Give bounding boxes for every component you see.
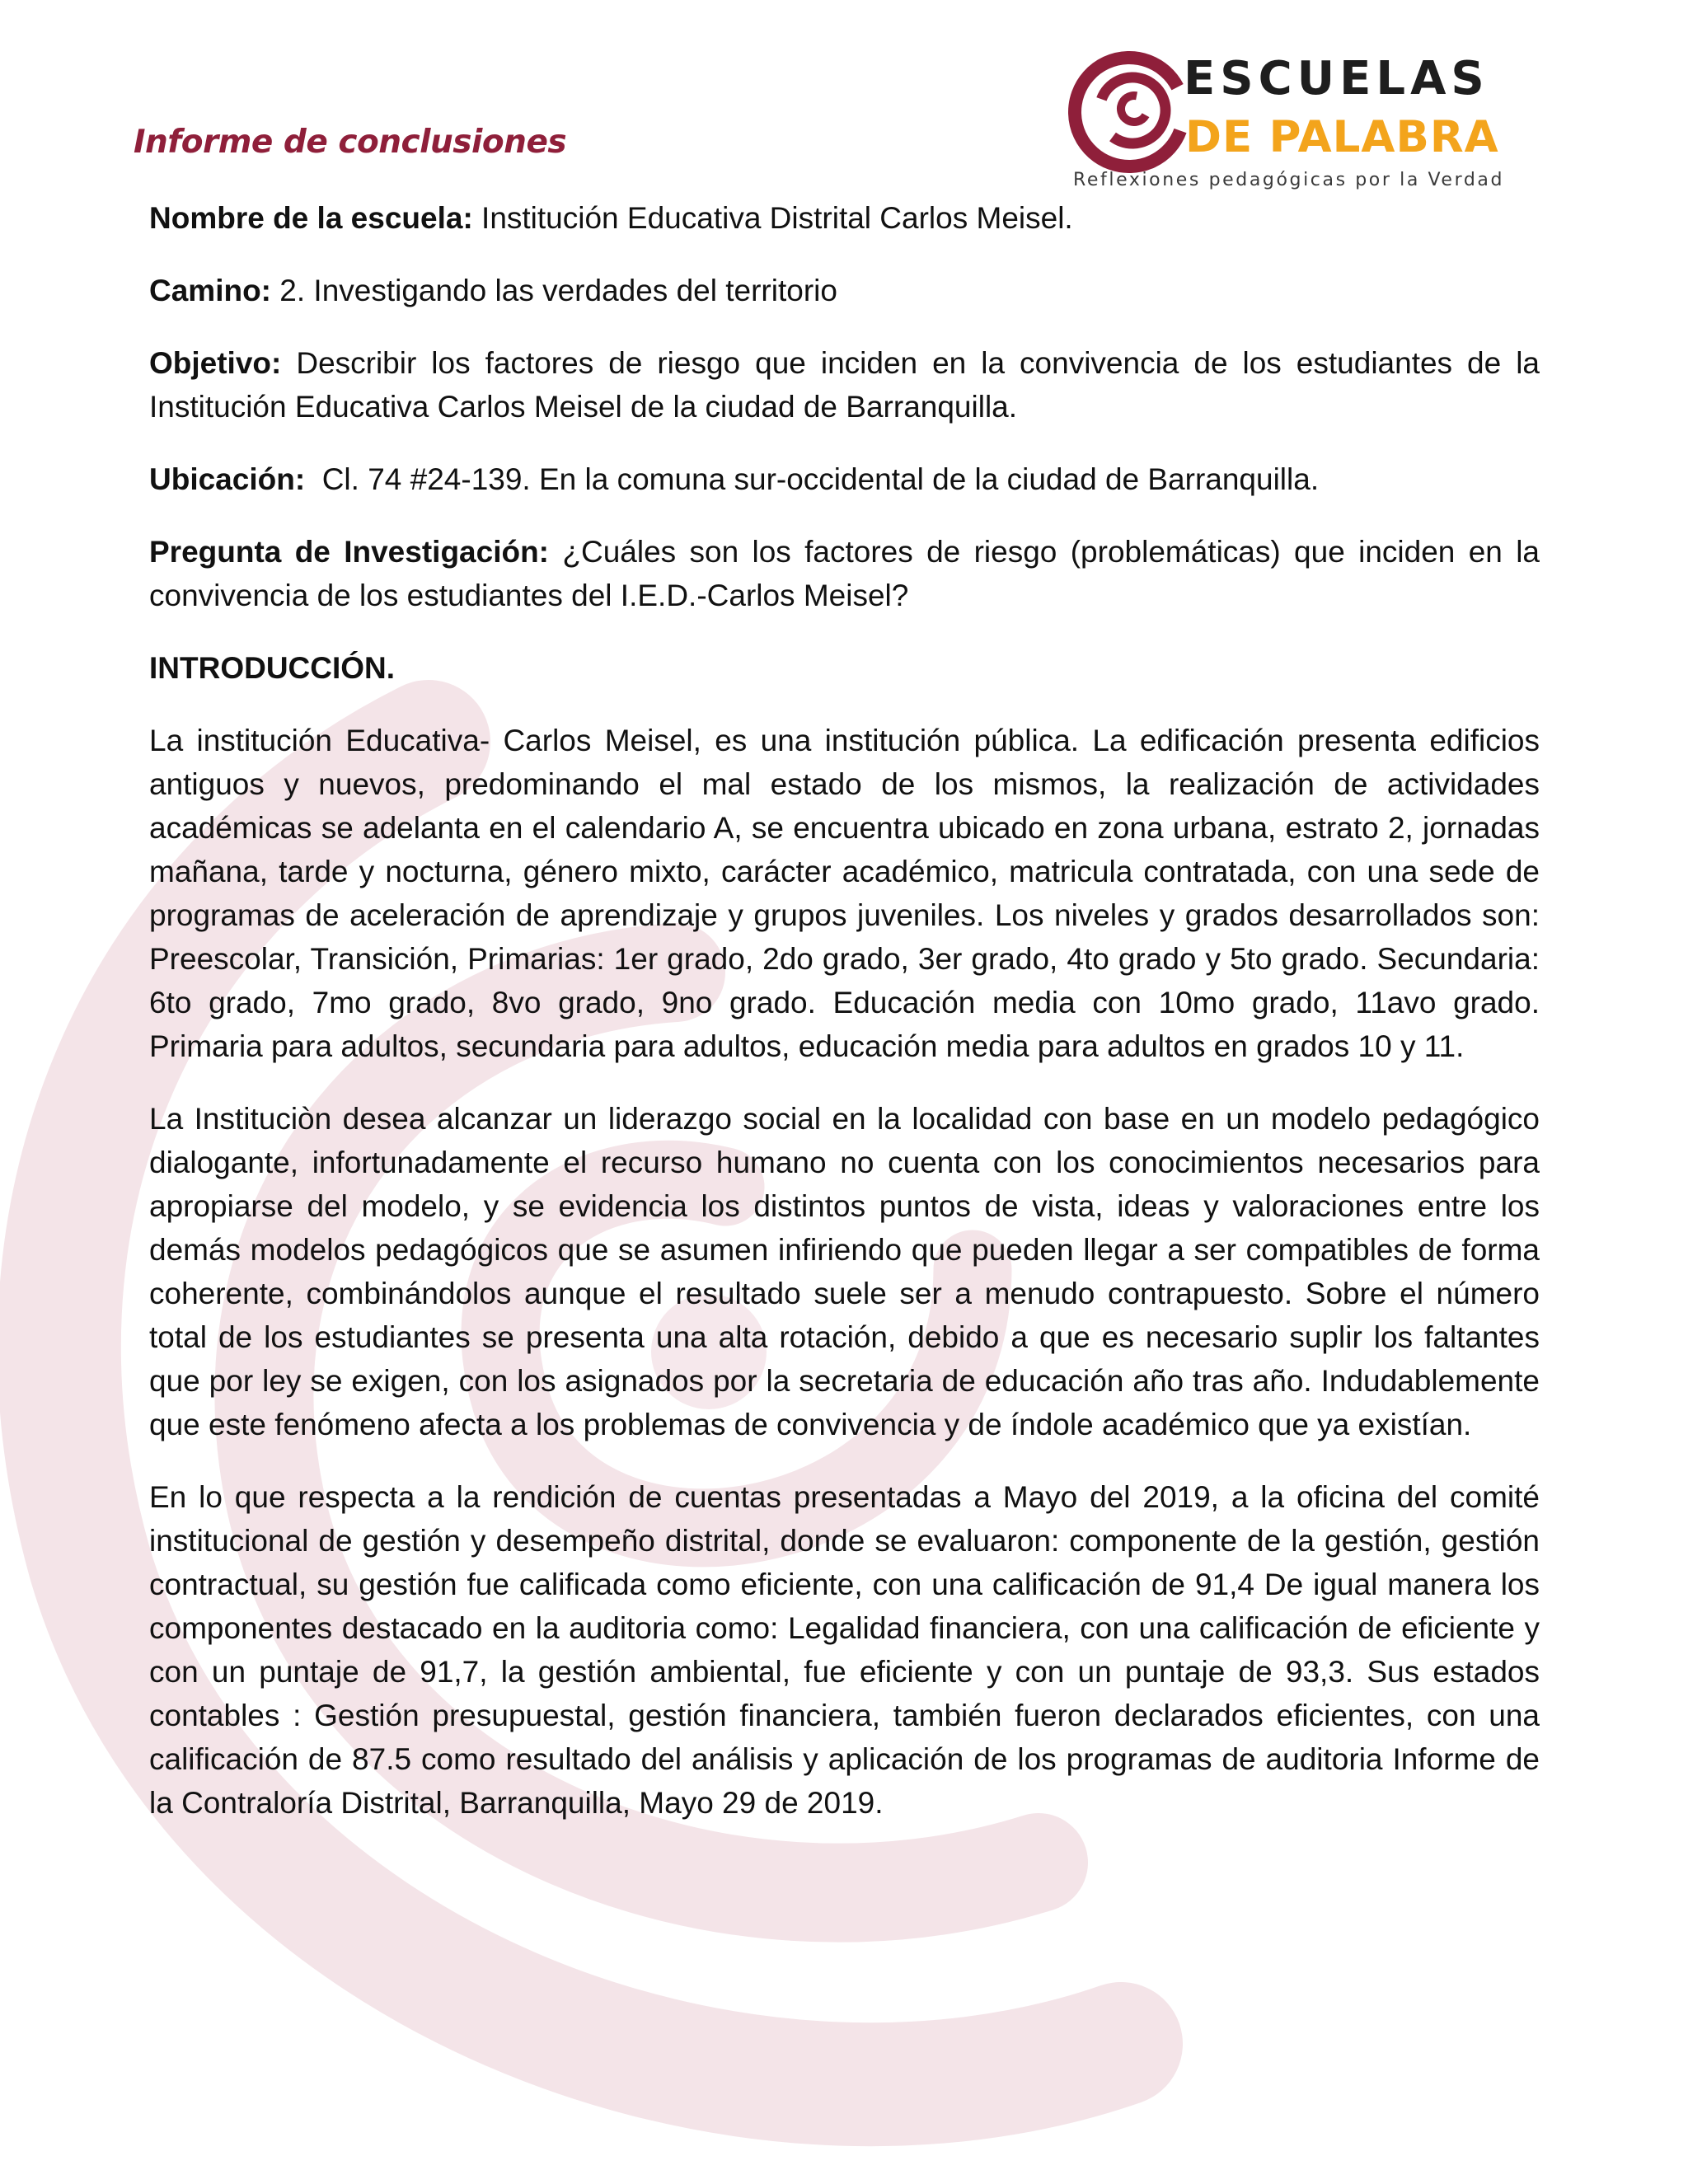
field-label: Camino:	[149, 274, 271, 307]
document-body	[149, 196, 1540, 1854]
intro-paragraph: En lo que respecta a la rendición de cuentas presentadas a Mayo del 2019, a la oficina del comité institucional de gestión y desempeño distrital, donde se evaluaron: componente de la gestión, gestión contractual, su gestión fue calificada como eficiente, con una calificación de 91,4 De igual manera los componentes destacado en la auditoria como: Legalidad financiera, con una calificación de eficiente y con un puntaje de 91,7, la gestión ambiental, fue eficiente y con un puntaje de 93,3. Sus estados contables : Gestión presupuestal, gestión financiera, también fueron declarados eficientes, con una calificación de 87.5 como resultado del análisis y aplicación de los programas de auditoria Informe de la Contraloría Distrital, Barranquilla, Mayo 29 de 2019.	[149, 1480, 1540, 1820]
report-title: Informe de conclusiones	[134, 124, 567, 161]
field-value: 2. Investigando las verdades del territorio	[279, 274, 837, 307]
field-value: Institución Educativa Distrital Carlos Meisel.	[481, 201, 1073, 235]
field-label: Pregunta de Investigación:	[149, 535, 550, 569]
logo-word-escuelas: ESCUELAS	[1184, 52, 1489, 105]
field-value: Cl. 74 #24-139. En la comuna sur-occidental de la ciudad de Barranquilla.	[321, 462, 1320, 496]
section-heading-introduction: INTRODUCCIÓN.	[149, 651, 396, 685]
field-path	[149, 269, 1540, 312]
field-value: ¿Cuáles son los factores de riesgo (problemáticas) que inciden en la convivencia de los estudiantes del I.E.D.-Carlos Meisel?	[149, 535, 1540, 612]
logo-word-de-palabra: DE PALABRA	[1185, 112, 1499, 162]
intro-paragraph: La Instituciòn desea alcanzar un liderazgo social en la localidad con base en un modelo pedagógico dialogante, infortunadamente el recurso humano no cuenta con los conocimientos necesarios para apropiarse del modelo, y se evidencia los distintos puntos de vista, ideas y valoraciones entre los demás modelos pedagógicos que se asumen infiriendo que pueden llegar a ser compatibles de forma coherente, combinándolos aunque el resultado suele ser a menudo contrapuesto. Sobre el número total de los estudiantes se presenta una alta rotación, debido a que es necesario suplir los faltantes que por ley se exigen, con los asignados por la secretaria de educación año tras año. Indudablemente que este fenómeno afecta a los problemas de convivencia y de índole académico que ya existían.	[149, 1102, 1540, 1441]
field-school-name	[149, 196, 1540, 240]
logo-tagline: Reflexiones pedagógicas por la Verdad	[1073, 170, 1505, 190]
field-objective	[149, 341, 1540, 429]
escuelas-de-palabra-logo	[1068, 48, 1530, 196]
intro-paragraph: La institución Educativa- Carlos Meisel, es una institución pública. La edificación presenta edificios antiguos y nuevos, predominando el mal estado de los mismos, la realización de actividades académicas se adelanta en el calendario A, se encuentra ubicado en zona urbana, estrato 2, jornadas mañana, tarde y nocturna, género mixto, carácter académico, matricula contratada, con una sede de programas de aceleración de aprendizaje y grupos juveniles. Los niveles y grados desarrollados son: Preescolar, Transición, Primarias: 1er grado, 2do grado, 3er grado, 4to grado y 5to grado. Secundaria: 6to grado, 7mo grado, 8vo grado, 9no grado. Educación media con 10mo grado, 11avo grado. Primaria para adultos, secundaria para adultos, educación media para adultos en grados 10 y 11.	[149, 724, 1540, 1063]
field-value: Describir los factores de riesgo que inciden en la convivencia de los estudiantes de la Institución Educativa Carlos Meisel de la ciudad de Barranquilla.	[149, 346, 1540, 424]
spiral-logo-icon	[1068, 51, 1190, 173]
field-label: Objetivo:	[149, 346, 282, 380]
field-location	[149, 457, 1540, 501]
field-label: Ubicación:	[149, 462, 306, 496]
field-research-question	[149, 530, 1540, 617]
field-label: Nombre de la escuela:	[149, 201, 473, 235]
